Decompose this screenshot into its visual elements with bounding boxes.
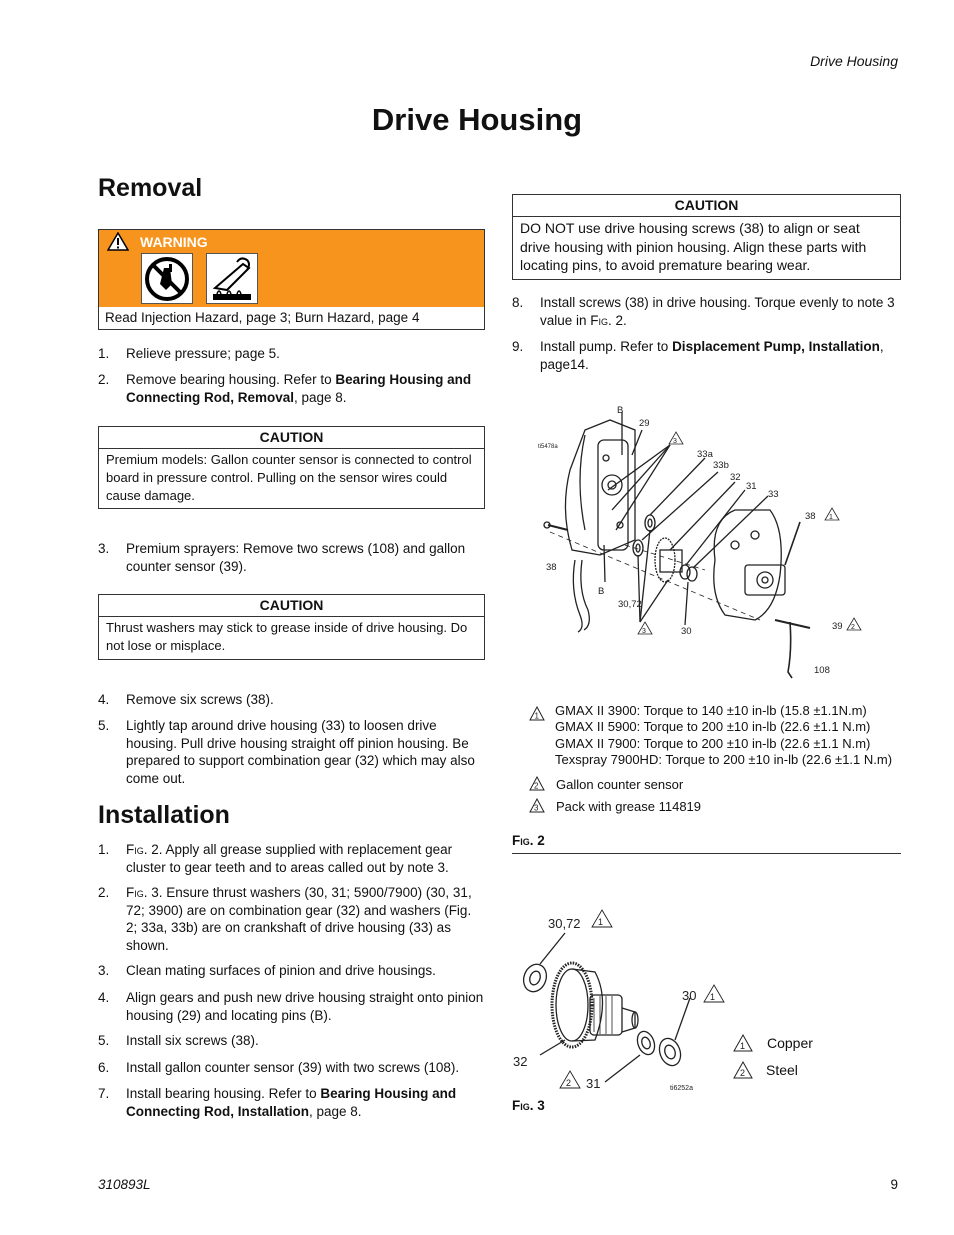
legend-copper-triangle-icon (733, 1034, 753, 1052)
fig2-callout: 32 (730, 472, 741, 483)
xref-link: Bearing Housing and Connecting Rod, Installation (126, 1086, 457, 1119)
fig3-caption: Fig. 3 (512, 1098, 545, 1113)
install-step-4: 4. Align gears and push new drive housing straight onto pinion housing (29) and locating pins (B). (98, 990, 484, 1023)
hot-surface-burn-icon (206, 253, 258, 304)
svg-text:1: 1 (598, 917, 604, 927)
svg-text:2: 2 (534, 781, 539, 791)
caution-label: CAUTION (513, 195, 900, 217)
warning-triangle-icon (107, 232, 129, 251)
caution-box-screws (512, 194, 901, 280)
xref-link: Bearing Housing and Connecting Rod, Removal (126, 372, 472, 405)
fig2-note-mark: 3 (673, 438, 677, 445)
fig2-callout: 33 (768, 489, 779, 500)
caution-text: Thrust washers may stick to grease inside of drive housing. Do not lose or misplace. (106, 620, 468, 654)
warning-banner (99, 230, 484, 307)
svg-text:3: 3 (534, 803, 539, 813)
svg-text:1: 1 (534, 711, 539, 721)
removal-step-2: 2. Remove bearing housing. Refer to Bearing Housing and Connecting Rod, Removal, page 8. (98, 372, 472, 405)
removal-heading: Removal (98, 174, 203, 202)
fig3-callout: 31 (586, 1076, 601, 1091)
note-1-text: GMAX II 3900: Torque to 140 ±10 in-lb (15.8 ±1.1N.m) GMAX II 5900: Torque to 200 ±10 in-lb (22.6 ±1.1 N.m) GMAX II 7900: Torque to 200 ±10 in-lb (22.6 ±1.1 N.m) Texspray 7900HD: Torque to 200 ±10 in-lb (22.6 ±1.1 N.m) (555, 703, 893, 768)
fig3-gear-drawing (510, 900, 890, 1100)
running-header: Drive Housing (810, 53, 898, 69)
legend-copper-label: Copper (767, 1035, 813, 1051)
note-1-triangle-icon (529, 706, 545, 721)
fig2-exploded-view (530, 400, 870, 690)
fig2-callout: 30,72 (618, 599, 642, 610)
install-step-7: 7. Install bearing housing. Refer to Bearing Housing and Connecting Rod, Installation, page 8. (98, 1086, 457, 1119)
fig2-callout: 33a (697, 449, 713, 460)
svg-text:2: 2 (566, 1078, 572, 1088)
fig2-callout: 108 (814, 665, 830, 676)
note-3-triangle-icon (529, 798, 545, 813)
fig2-note-mark: 1 (829, 514, 833, 521)
install-step-6: 6. Install gallon counter sensor (39) with two screws (108). (98, 1060, 460, 1075)
caution-text: Premium models: Gallon counter sensor is connected to control board in pressure control. Pulling on the sensor wires could cause damage. (106, 452, 472, 503)
caution-label: CAUTION (99, 427, 484, 449)
no-hand-injection-icon (141, 253, 193, 304)
page-title: Drive Housing (371, 102, 583, 137)
install-step-8: 8. Install screws (38) in drive housing. Torque evenly to note 3 value in Fig. 2. (512, 295, 895, 328)
svg-text:1: 1 (710, 992, 716, 1002)
install-step-9: 9. Install pump. Refer to Displacement Pump, Installation, page14. (512, 339, 884, 372)
note-2-triangle-icon (529, 776, 545, 791)
fig2-image-id: ti5478a (538, 444, 558, 450)
fig2-callout: 38 (546, 562, 557, 573)
fig2-caption: Fig. 2 (512, 833, 545, 848)
fig2-callout: 33b (713, 460, 729, 471)
caution-label: CAUTION (99, 595, 484, 617)
fig2-callout: 29 (639, 418, 650, 429)
installation-heading: Installation (98, 801, 230, 829)
fig2-callout: 30 (681, 626, 692, 637)
fig3-image-id: ti6252a (670, 1085, 693, 1092)
svg-text:1: 1 (740, 1041, 746, 1051)
removal-step-3: 3. Premium sprayers: Remove two screws (108) and gallon counter sensor (39). (98, 541, 466, 574)
install-step-1: 1. Fig. 2. Apply all grease supplied with replacement gear cluster to gear teeth and to areas called out by note 3. (98, 842, 453, 875)
fig2-callout: 38 (805, 511, 816, 522)
note-3-text: Pack with grease 114819 (556, 799, 702, 814)
removal-step-5: 5. Lightly tap around drive housing (33) to loosen drive housing. Pull drive housing straight off pinion housing. Be prepared to support combination gear (32) which may also come out. (98, 718, 475, 786)
install-step-2: 2. Fig. 3. Ensure thrust washers (30, 31; 5900/7900) (30, 31, 72; 3900) are on combination gear (32) and washers (Fig. 2; 33a, 33b) are on crankshaft of drive housing (33) as shown. (98, 885, 472, 953)
warning-text: Read Injection Hazard, page 3; Burn Hazard, page 4 (105, 310, 420, 325)
caution-box-sensor (98, 426, 485, 509)
svg-text:2: 2 (740, 1068, 746, 1078)
xref-link: Displacement Pump, Installation (672, 339, 880, 354)
caution-text: DO NOT use drive housing screws (38) to align or seat drive housing with pinion housing. Align these parts with locating pins, to avoid premature bearing wear. (520, 220, 867, 274)
fig2-note-mark: 3 (642, 628, 646, 635)
removal-step-4: 4. Remove six screws (38). (98, 692, 274, 707)
fig2-callout: B (617, 405, 624, 416)
warning-box (98, 229, 485, 330)
note-2-text: Gallon counter sensor (556, 777, 684, 792)
caution-box-washers (98, 594, 485, 660)
fig2-callout: 39 (832, 621, 843, 632)
legend-steel-label: Steel (766, 1062, 798, 1078)
install-step-3: 3. Clean mating surfaces of pinion and drive housings. (98, 963, 436, 978)
legend-steel-triangle-icon (733, 1061, 753, 1079)
fig2-note-mark: 2 (851, 624, 855, 631)
removal-step-1: 1. Relieve pressure; page 5. (98, 346, 280, 361)
fig3-callout: 30 (682, 988, 697, 1003)
fig3-callout: 32 (513, 1054, 528, 1069)
divider (512, 853, 901, 854)
install-step-5: 5. Install six screws (38). (98, 1033, 259, 1048)
doc-number: 310893L (98, 1177, 151, 1192)
fig2-callout: 31 (746, 481, 757, 492)
warning-label: WARNING (140, 234, 208, 250)
page-number: 9 (890, 1177, 898, 1192)
fig2-callout: B (598, 586, 605, 597)
fig3-callout: 30,72 (548, 916, 581, 931)
